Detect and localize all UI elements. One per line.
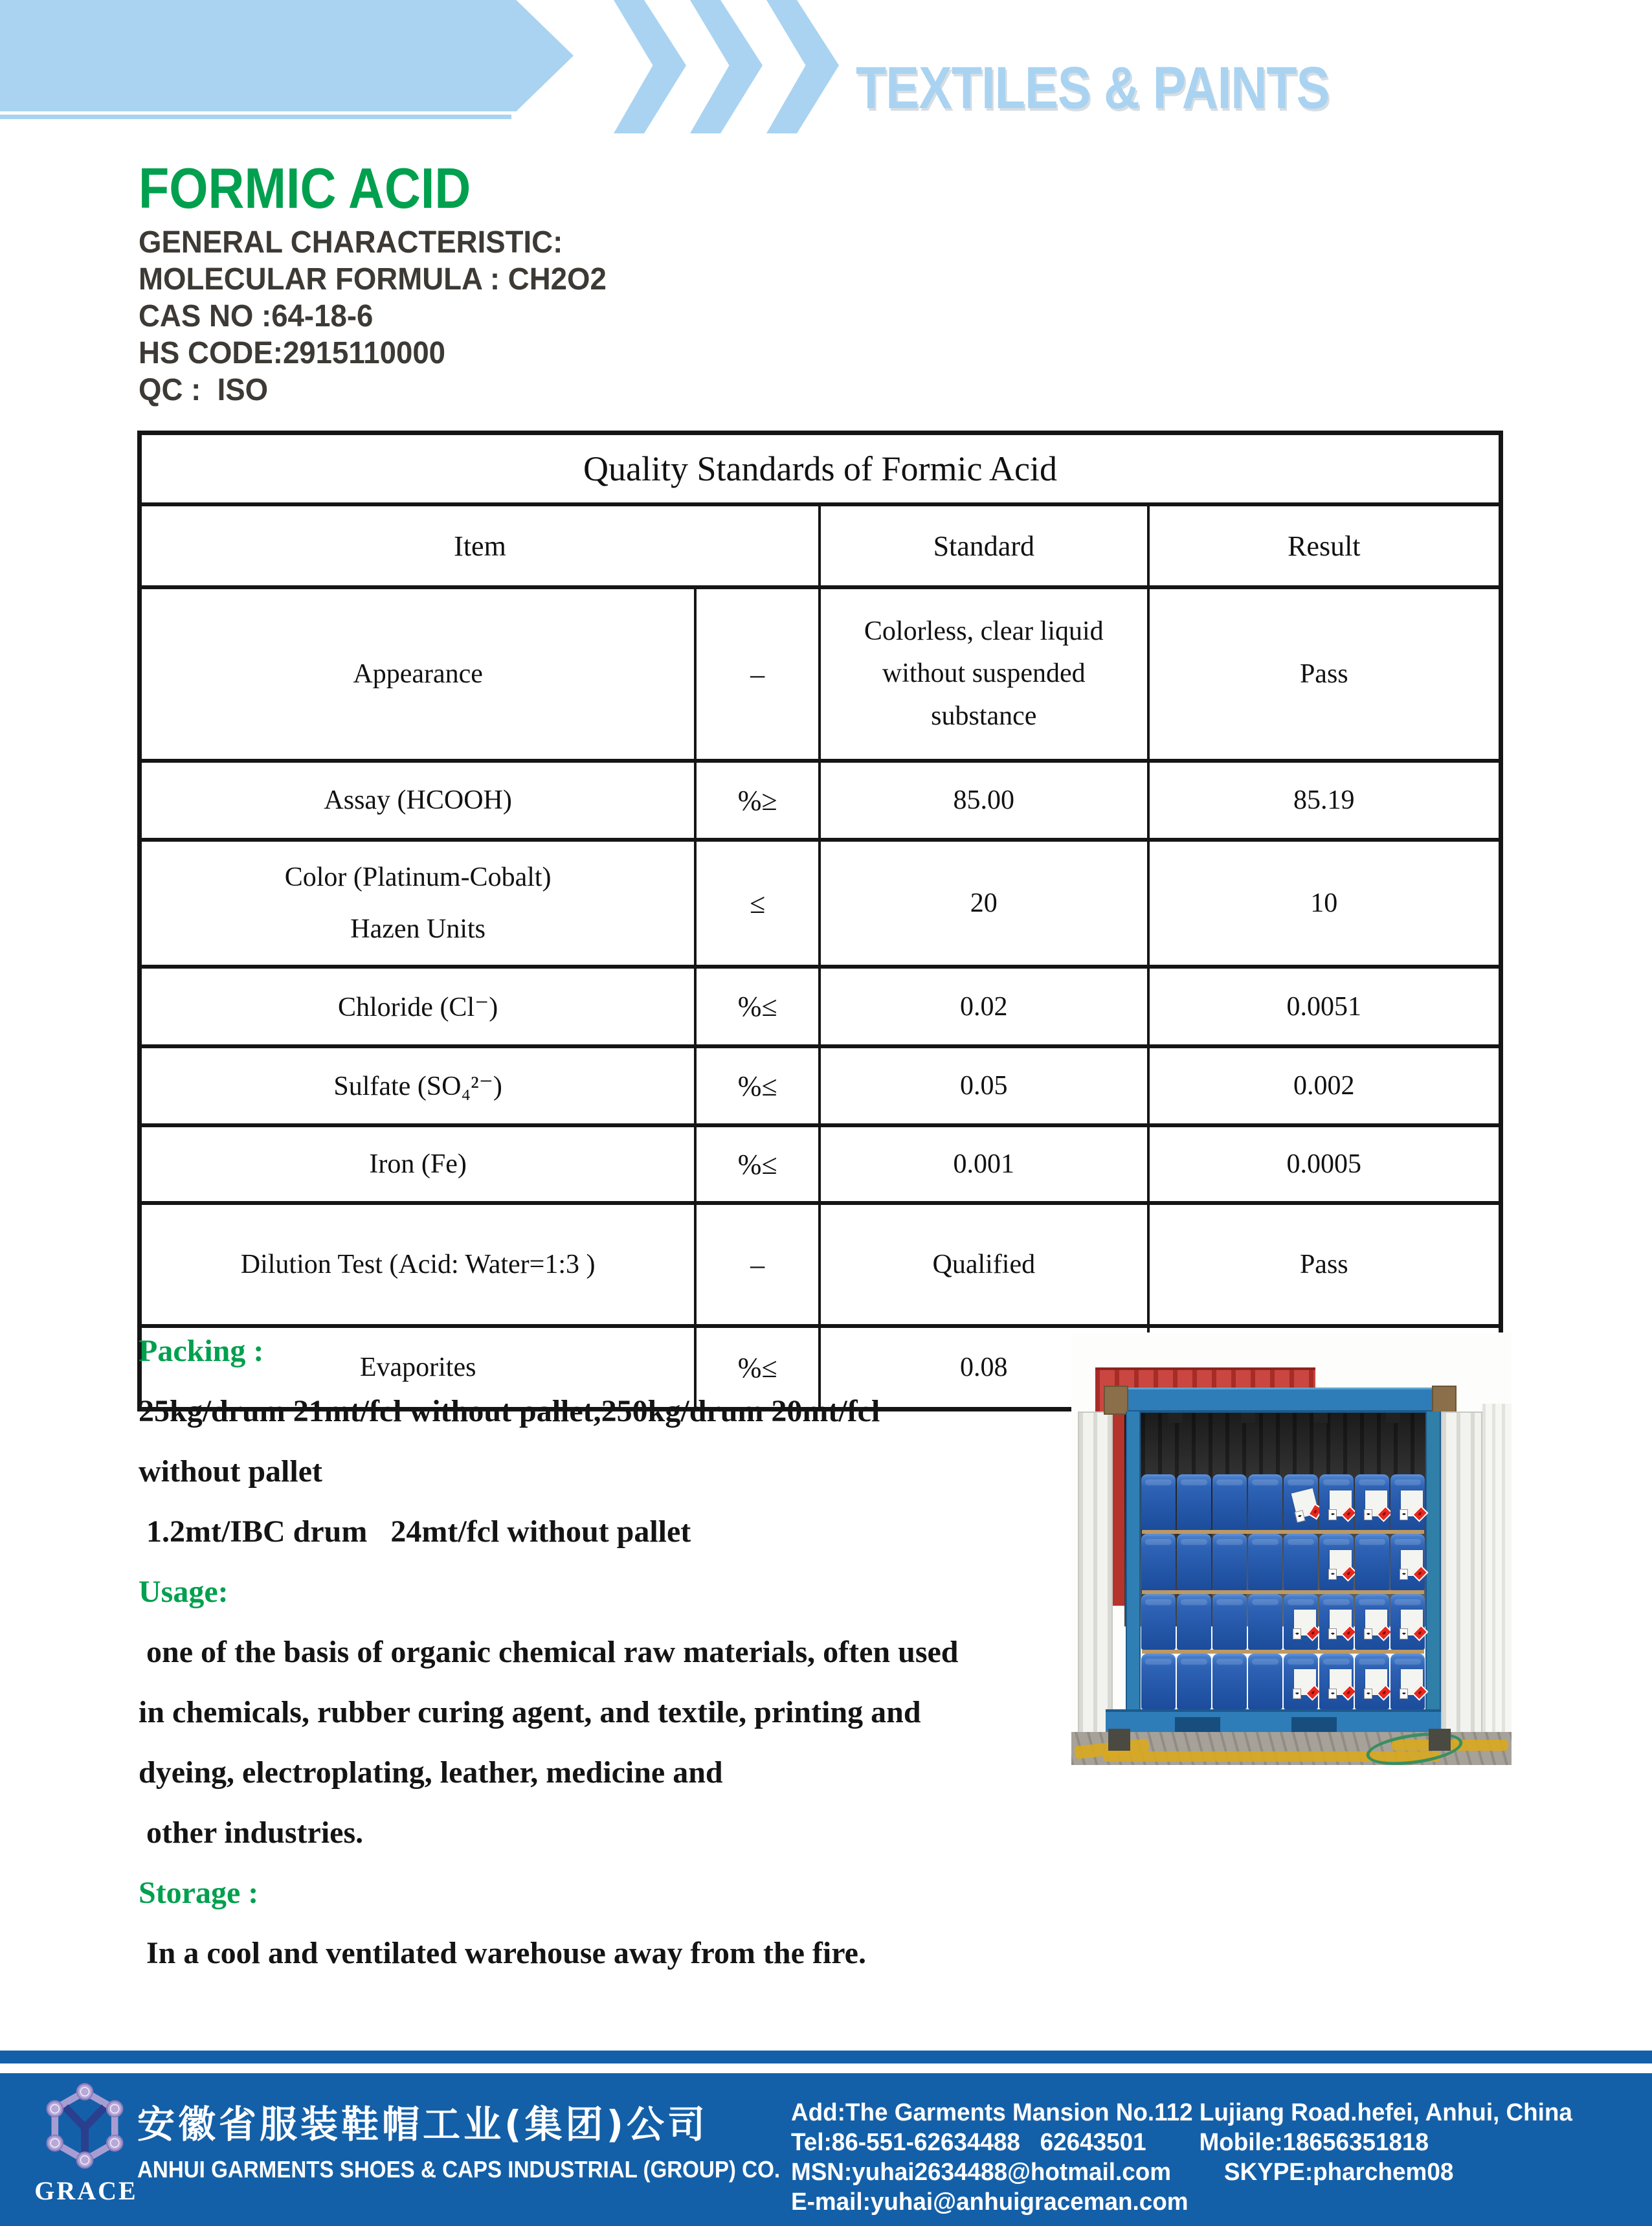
corner-casting xyxy=(1432,1386,1457,1415)
table-cell-symbol: – xyxy=(697,589,821,763)
section-line: In a cool and ventilated warehouse away from the fire. xyxy=(139,1936,866,1970)
quality-standards-table xyxy=(137,431,1503,1411)
handling-mark-icon xyxy=(1328,1509,1337,1520)
container-corner-post xyxy=(1126,1411,1141,1749)
handling-mark-icon xyxy=(1364,1628,1372,1639)
blue-drum xyxy=(1390,1474,1425,1530)
logo-text: GRACE xyxy=(34,2176,138,2205)
table-cell-standard: 20 xyxy=(821,842,1150,969)
lock-cam xyxy=(1313,1413,1328,1423)
table-cell-symbol: ≤ xyxy=(697,842,821,969)
lock-cam xyxy=(1168,1413,1183,1423)
blue-drum xyxy=(1319,1534,1354,1590)
table-cell-result: 0.0051 xyxy=(1150,969,1499,1048)
section-heading-storage: Storage : xyxy=(139,1876,259,1910)
lock-cam xyxy=(1241,1413,1255,1423)
blue-drum xyxy=(1284,1474,1318,1530)
chevron-icon xyxy=(766,0,839,133)
table-cell-item: Dilution Test (Acid: Water=1:3 ) xyxy=(142,1205,697,1328)
section-line: 1.2mt/IBC drum 24mt/fcl without pallet xyxy=(139,1514,691,1549)
handling-mark-icon xyxy=(1400,1509,1408,1520)
blue-drum xyxy=(1284,1594,1318,1650)
container-door-right xyxy=(1441,1411,1482,1756)
blue-drum xyxy=(1212,1534,1247,1590)
company-name-english: ANHUI GARMENTS SHOES & CAPS INDUSTRIAL (GROUP) CO. xyxy=(137,2156,781,2183)
table-cell-standard: 0.08 xyxy=(821,1328,1150,1407)
blue-drum xyxy=(1212,1654,1247,1709)
drum-label xyxy=(1401,1490,1423,1516)
blue-drum xyxy=(1390,1654,1425,1709)
blue-drum xyxy=(1141,1654,1176,1709)
general-line: GENERAL CHARACTERISTIC: xyxy=(139,225,563,260)
general-line: CAS NO :64-18-6 xyxy=(139,299,374,333)
table-cell-item: Chloride (Cl⁻) xyxy=(142,969,697,1048)
footer xyxy=(0,2073,1652,2226)
table-cell-standard: Colorless, clear liquid without suspended substance xyxy=(821,589,1150,763)
page-title: FORMIC ACID xyxy=(139,156,471,220)
table-cell-standard: 0.02 xyxy=(821,969,1150,1048)
blue-drum xyxy=(1177,1654,1211,1709)
container-door-left xyxy=(1078,1411,1113,1751)
drum-label xyxy=(1401,1669,1423,1695)
drum-row xyxy=(1141,1594,1425,1650)
drum-label xyxy=(1330,1490,1352,1516)
contact-msn-skype: MSN:yuhai2634488@hotmail.com SKYPE:pharchem08 xyxy=(791,2159,1454,2186)
table-cell-result: 85.19 xyxy=(1150,763,1499,842)
section-line: 25kg/drum 21mt/fcl without pallet,250kg/drum 20mt/fcl xyxy=(139,1394,880,1428)
handling-mark-icon xyxy=(1364,1689,1372,1700)
table-cell-item: Sulfate (SO₄²⁻) xyxy=(142,1048,697,1127)
blue-drum xyxy=(1390,1594,1425,1650)
drum-row xyxy=(1141,1534,1425,1590)
footer-accent-stripe xyxy=(0,2051,1652,2063)
container-foot xyxy=(1108,1729,1130,1751)
column-header-item: Item xyxy=(142,506,821,589)
blue-drum xyxy=(1355,1534,1389,1590)
adjacent-container xyxy=(1482,1404,1512,1757)
drum-row xyxy=(1141,1474,1425,1530)
blue-drum xyxy=(1248,1594,1282,1650)
blue-drum xyxy=(1141,1474,1176,1530)
table-cell-standard: 0.05 xyxy=(821,1048,1150,1127)
banner-shadow-line xyxy=(0,115,511,119)
lock-cam xyxy=(1386,1413,1400,1423)
table-cell-item: Evaporites xyxy=(142,1328,697,1407)
handling-mark-icon xyxy=(1400,1628,1408,1639)
handling-mark-icon xyxy=(1293,1689,1301,1700)
table-cell-standard: Qualified xyxy=(821,1205,1150,1328)
blue-drum xyxy=(1284,1654,1318,1709)
chevron-icon xyxy=(690,0,763,133)
handling-mark-icon xyxy=(1400,1569,1408,1580)
column-header-standard: Standard xyxy=(821,506,1150,589)
table-cell-symbol: %≤ xyxy=(697,969,821,1048)
blue-drum xyxy=(1248,1654,1282,1709)
banner-brand-text: TEXTILES & PAINTS xyxy=(856,55,1330,121)
section-line: one of the basis of organic chemical raw materials, often used xyxy=(139,1635,959,1669)
table-cell-item: Iron (Fe) xyxy=(142,1127,697,1205)
blue-drum xyxy=(1284,1534,1318,1590)
general-line: MOLECULAR FORMULA : CH2O2 xyxy=(139,262,607,297)
general-line: HS CODE:2915110000 xyxy=(139,336,446,370)
product-info-sections xyxy=(139,1321,1110,1983)
company-logo xyxy=(42,2082,128,2178)
table-cell-symbol: %≤ xyxy=(697,1127,821,1205)
section-heading-packing: Packing : xyxy=(139,1334,264,1368)
handling-mark-icon xyxy=(1400,1689,1408,1700)
container-photo xyxy=(1071,1332,1512,1765)
table-cell-result: Pass xyxy=(1150,1205,1499,1328)
drum-label xyxy=(1294,1610,1316,1636)
table-cell-result: 0.0005 xyxy=(1150,1127,1499,1205)
contact-email: E-mail:yuhai@anhuigraceman.com xyxy=(791,2188,1189,2216)
corner-casting xyxy=(1104,1386,1128,1415)
general-characteristics xyxy=(139,224,607,409)
drum-label xyxy=(1365,1610,1387,1636)
drum-label xyxy=(1294,1669,1316,1695)
blue-drum xyxy=(1177,1474,1211,1530)
drum-stack xyxy=(1141,1474,1425,1709)
table-cell-result: 0.002 xyxy=(1150,1048,1499,1127)
drum-label xyxy=(1330,1610,1352,1636)
blue-drum xyxy=(1355,1654,1389,1709)
table-cell-item: Appearance xyxy=(142,589,697,763)
table-title: Quality Standards of Formic Acid xyxy=(142,435,1499,506)
table-cell-item: Color (Platinum-Cobalt) Hazen Units xyxy=(142,842,697,969)
drum-label xyxy=(1365,1669,1387,1695)
table-cell-symbol: – xyxy=(697,1205,821,1328)
container-top-rail xyxy=(1106,1388,1457,1413)
blue-drum xyxy=(1177,1594,1211,1650)
handling-mark-icon xyxy=(1328,1628,1337,1639)
contact-address: Add:The Garments Mansion No.112 Lujiang Road.hefei, Anhui, China xyxy=(791,2099,1572,2126)
handling-mark-icon xyxy=(1328,1569,1337,1580)
table-cell-symbol: %≤ xyxy=(697,1048,821,1127)
contact-tel-mobile: Tel:86-551-62634488 62643501 Mobile:18656351818 xyxy=(791,2129,1429,2156)
section-line: dyeing, electroplating, leather, medicine and xyxy=(139,1755,723,1790)
drum-label xyxy=(1330,1550,1352,1576)
drum-label xyxy=(1401,1610,1423,1636)
drum-label xyxy=(1330,1669,1352,1695)
blue-drum xyxy=(1212,1474,1247,1530)
blue-drum xyxy=(1319,1474,1354,1530)
table-cell-symbol: %≤ xyxy=(697,1328,821,1407)
drum-label xyxy=(1401,1550,1423,1576)
section-line: other industries. xyxy=(139,1816,364,1850)
handling-mark-icon xyxy=(1328,1689,1337,1700)
blue-drum xyxy=(1355,1474,1389,1530)
blue-drum xyxy=(1248,1534,1282,1590)
section-line: without pallet xyxy=(139,1454,323,1489)
blue-drum xyxy=(1141,1594,1176,1650)
contact-info xyxy=(791,2098,1596,2217)
table-cell-result: Pass xyxy=(1150,589,1499,763)
container-foot xyxy=(1429,1729,1451,1751)
drum-row xyxy=(1141,1654,1425,1709)
blue-drum xyxy=(1355,1594,1389,1650)
table-cell-standard: 85.00 xyxy=(821,763,1150,842)
handling-mark-icon xyxy=(1364,1509,1372,1520)
blue-drum xyxy=(1319,1654,1354,1709)
blue-drum xyxy=(1212,1594,1247,1650)
blue-drum xyxy=(1177,1534,1211,1590)
handling-mark-icon xyxy=(1293,1628,1301,1639)
table-cell-item: Assay (HCOOH) xyxy=(142,763,697,842)
general-line: QC : ISO xyxy=(139,373,269,407)
blue-drum xyxy=(1319,1594,1354,1650)
table-cell-standard: 0.001 xyxy=(821,1127,1150,1205)
container-corner-post xyxy=(1425,1411,1441,1749)
handling-mark-icon xyxy=(1295,1510,1306,1522)
section-heading-usage: Usage: xyxy=(139,1575,229,1609)
section-line: in chemicals, rubber curing agent, and textile, printing and xyxy=(139,1695,921,1729)
banner-arrow-shape xyxy=(0,0,574,111)
table-cell-symbol: %≥ xyxy=(697,763,821,842)
table-cell-result: 10 xyxy=(1150,842,1499,969)
blue-drum xyxy=(1141,1534,1176,1590)
chevron-icon xyxy=(614,0,686,133)
drum-label xyxy=(1365,1490,1387,1516)
drum-label xyxy=(1291,1488,1319,1518)
blue-drum xyxy=(1248,1474,1282,1530)
column-header-result: Result xyxy=(1150,506,1499,589)
blue-drum xyxy=(1390,1534,1425,1590)
company-name-chinese: 安徽省服装鞋帽工业(集团)公司 xyxy=(137,2102,709,2146)
